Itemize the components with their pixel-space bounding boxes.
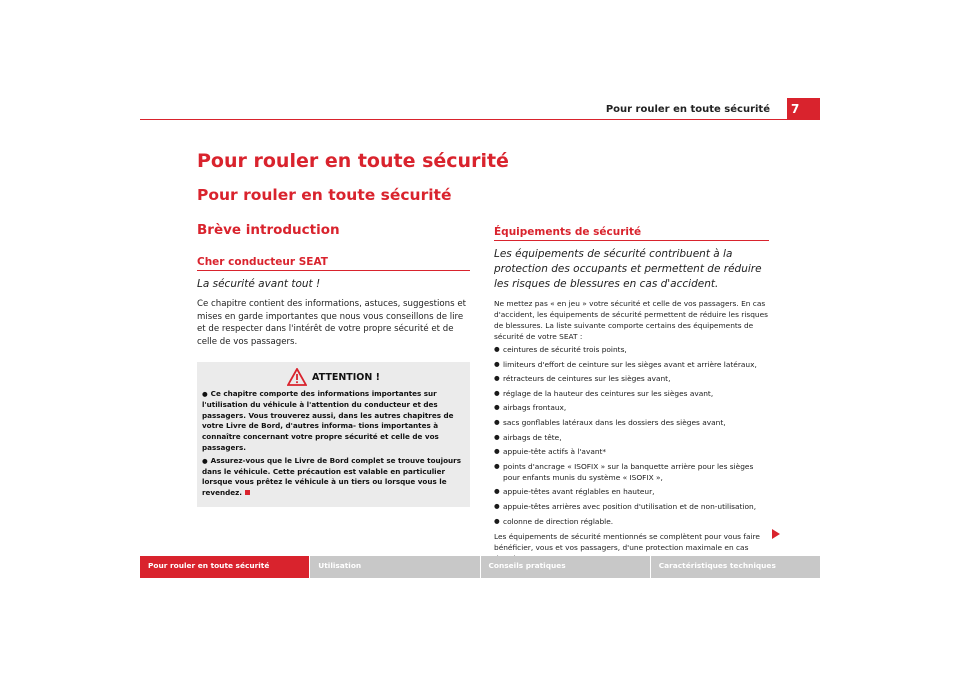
warning-item (202, 389, 465, 454)
chapter-tab-bar (140, 556, 820, 578)
list-item: ● appuie-têtes arrières avec position d'utilisation et de non-utilisation, (494, 501, 769, 512)
warning-item-text: Ce chapitre comporte des informations importantes sur l'utilisation du véhicule à l'attention du conducteur et des passagers. Vous trouverez aussi, dans les autres chapitres de votre Livre de Bord, d'autres informa- tions importantes à connaître concernant votre propre sécurité et celle de vos passagers. (202, 389, 454, 452)
warning-item-text: Assurez-vous que le Livre de Bord complet se trouve toujours dans le véhicule. Cette précaution est valable en particulier lorsque vous prêtez le véhicule à un tiers ou lorsque vous le revendez. (202, 455, 461, 498)
right-outro-text: Les équipements de sécurité mentionnés se complètent pour vous faire bénéficier, vous et vos passagers, d'une protection maximale en cas (494, 531, 760, 552)
page-number: 7 (787, 98, 820, 120)
list-item: ● points d'ancrage « ISOFIX » sur la banquette arrière pour les sièges pour enfants munis du système « ISOFIX », (494, 461, 769, 483)
section-title: Pour rouler en toute sécurité (197, 186, 452, 204)
list-item: ● ceintures de sécurité trois points, (494, 344, 769, 355)
left-lead-text: La sécurité avant tout ! (197, 278, 321, 290)
bullet-icon: ● (202, 390, 208, 398)
right-lead-text: Les équipements de sécurité contribuent à la protection des occupants et permettent de réduire les risques de blessures en cas d'accident. (494, 248, 762, 290)
continue-arrow-icon (772, 529, 780, 539)
list-item: ● rétracteurs de ceintures sur les sièges avant, (494, 373, 769, 384)
right-section-heading: Équipements de sécurité (494, 226, 769, 241)
header-rule (140, 119, 820, 120)
right-column (494, 226, 769, 564)
list-item: ● airbags de tête, (494, 432, 769, 443)
list-item: ● limiteurs d'effort de ceinture sur les sièges avant et arrière latéraux, (494, 359, 769, 370)
left-body-text: Ce chapitre contient des informations, astuces, suggestions et mises en garde importantes que nous vous conseillons de lire et de respecter dans l'intérêt de votre propre sécurité et de celle de vos passagers. (197, 299, 466, 347)
chapter-title: Pour rouler en toute sécurité (197, 150, 509, 172)
tab-practical-tips[interactable]: Conseils pratiques (481, 556, 651, 578)
list-item: ● colonne de direction réglable. (494, 516, 769, 527)
end-of-section-icon (245, 490, 250, 495)
list-item: ● appuie-tête actifs à l'avant* (494, 446, 769, 457)
right-intro-text: Ne mettez pas « en jeu » votre sécurité et celle de vos passagers. En cas d'accident, les équipements de sécurité permettent de réduire les risques de blessures. La liste suivante comporte certains des équipements de sécurité de votre SEAT : (494, 299, 769, 341)
tab-operation[interactable]: Utilisation (310, 556, 480, 578)
subsection-title: Brève introduction (197, 222, 340, 238)
list-item: ● airbags frontaux, (494, 402, 769, 413)
warning-title: ATTENTION ! (312, 371, 380, 383)
warning-triangle-icon (287, 368, 307, 386)
list-item: ● sacs gonflables latéraux dans les dossiers des sièges avant, (494, 417, 769, 428)
left-section-heading: Cher conducteur SEAT (197, 256, 470, 271)
warning-box (197, 362, 470, 507)
tab-safety[interactable]: Pour rouler en toute sécurité (140, 556, 310, 578)
left-column (197, 256, 470, 507)
warning-item (202, 456, 465, 499)
tab-technical-data[interactable]: Caractéristiques techniques (658, 561, 776, 570)
safety-equipment-list (494, 344, 769, 527)
list-item: ● réglage de la hauteur des ceintures sur les sièges avant, (494, 388, 769, 399)
list-item: ● appuie-têtes avant réglables en hauteur, (494, 486, 769, 497)
running-header-title: Pour rouler en toute sécurité (605, 104, 770, 115)
warning-header (202, 368, 465, 386)
bullet-icon: ● (202, 456, 208, 465)
